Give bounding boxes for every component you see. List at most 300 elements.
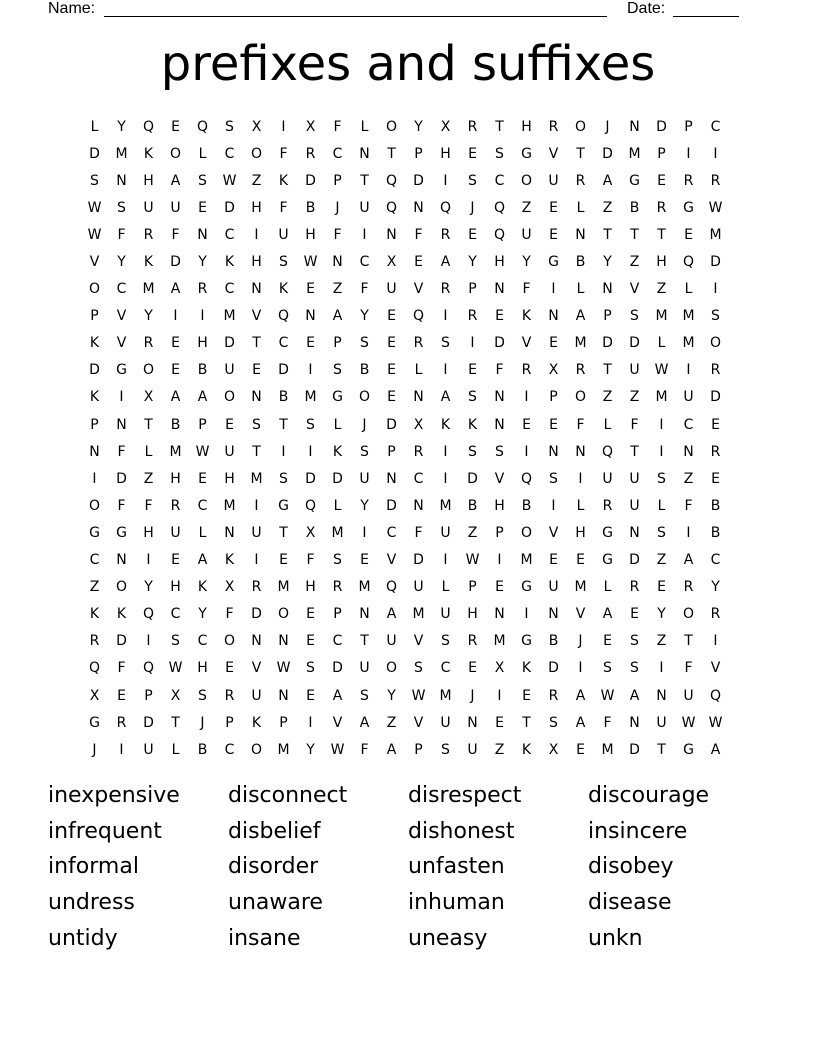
date-blank-line[interactable] — [673, 16, 739, 17]
grid-letter: T — [657, 226, 666, 243]
grid-letter: S — [360, 687, 369, 704]
grid-letter: F — [117, 226, 126, 243]
grid-letter: E — [495, 714, 504, 731]
grid-letter: X — [386, 254, 397, 271]
grid-letter: V — [548, 145, 559, 162]
grid-letter: U — [143, 199, 154, 216]
grid-letter: A — [575, 687, 586, 704]
grid-row — [81, 167, 729, 194]
grid-letter: D — [494, 335, 505, 352]
grid-letter: B — [278, 389, 289, 406]
grid-letter: M — [655, 308, 668, 325]
grid-letter: L — [657, 497, 666, 514]
grid-letter: Q — [439, 199, 452, 216]
grid-letter: I — [362, 524, 367, 541]
grid-letter: W — [168, 660, 183, 677]
grid-letter: C — [197, 497, 208, 514]
grid-letter: D — [224, 335, 235, 352]
grid-letter: S — [630, 308, 639, 325]
grid-letter: U — [548, 172, 559, 189]
grid-letter: W — [276, 660, 291, 677]
grid-letter: N — [548, 443, 559, 460]
grid-letter: I — [551, 497, 556, 514]
grid-letter: G — [521, 633, 532, 650]
grid-letter: R — [710, 362, 721, 379]
date-label: Date: — [627, 0, 666, 17]
grid-letter: N — [386, 470, 397, 487]
grid-letter: E — [171, 118, 180, 135]
grid-letter: W — [708, 714, 723, 731]
word-list-item: unfasten — [408, 854, 505, 880]
grid-letter: A — [629, 687, 640, 704]
word-list-item: unaware — [228, 890, 323, 916]
grid-letter: U — [413, 579, 424, 596]
grid-letter: N — [683, 443, 694, 460]
grid-letter: O — [385, 118, 398, 135]
grid-letter: G — [332, 389, 343, 406]
grid-letter: F — [279, 145, 288, 162]
grid-letter: I — [443, 470, 448, 487]
word-list-item: disease — [588, 890, 672, 916]
grid-letter: D — [413, 552, 424, 569]
grid-row — [81, 113, 729, 140]
grid-letter: E — [711, 416, 720, 433]
grid-letter: Y — [360, 497, 369, 514]
grid-letter: Y — [360, 308, 369, 325]
grid-letter: U — [224, 362, 235, 379]
grid-letter: M — [628, 145, 641, 162]
grid-letter: E — [711, 470, 720, 487]
grid-letter: E — [549, 335, 558, 352]
grid-letter: J — [470, 687, 475, 704]
grid-letter: F — [117, 660, 126, 677]
grid-letter: G — [683, 199, 694, 216]
grid-letter: M — [709, 226, 722, 243]
grid-letter: X — [251, 118, 262, 135]
grid-letter: P — [90, 308, 99, 325]
grid-letter: T — [630, 443, 639, 460]
grid-letter: M — [574, 579, 587, 596]
grid-letter: V — [251, 308, 262, 325]
grid-letter: V — [116, 308, 127, 325]
grid-letter: H — [251, 254, 262, 271]
grid-row — [81, 330, 729, 357]
grid-letter: U — [629, 470, 640, 487]
grid-letter: L — [657, 335, 666, 352]
grid-letter: B — [197, 362, 208, 379]
grid-letter: H — [494, 254, 505, 271]
grid-letter: Q — [142, 606, 155, 623]
grid-letter: A — [602, 606, 613, 623]
grid-letter: N — [575, 443, 586, 460]
grid-letter: W — [87, 199, 102, 216]
grid-letter: R — [413, 335, 424, 352]
word-search-grid — [81, 113, 729, 763]
grid-letter: S — [657, 524, 666, 541]
grid-letter: E — [387, 308, 396, 325]
word-list-item: discourage — [588, 783, 710, 808]
grid-letter: N — [575, 226, 586, 243]
grid-letter: A — [575, 308, 586, 325]
grid-letter: Q — [196, 118, 209, 135]
grid-letter: O — [250, 741, 263, 758]
grid-letter: L — [144, 443, 153, 460]
grid-letter: C — [359, 254, 370, 271]
grid-letter: Z — [467, 524, 478, 541]
grid-letter: K — [224, 552, 235, 569]
grid-letter: F — [333, 118, 342, 135]
grid-letter: F — [495, 362, 504, 379]
grid-letter: E — [630, 606, 639, 623]
grid-letter: G — [602, 552, 613, 569]
grid-letter: P — [657, 145, 666, 162]
grid-letter: H — [251, 199, 262, 216]
grid-letter: E — [657, 172, 666, 189]
grid-letter: M — [277, 579, 290, 596]
grid-letter: M — [439, 687, 452, 704]
grid-letter: W — [303, 254, 318, 271]
grid-letter: G — [521, 145, 532, 162]
grid-letter: I — [497, 687, 502, 704]
grid-letter: D — [710, 389, 721, 406]
grid-letter: M — [331, 524, 344, 541]
grid-letter: I — [308, 362, 313, 379]
grid-letter: N — [116, 552, 127, 569]
grid-letter: Q — [142, 118, 155, 135]
grid-letter: E — [684, 226, 693, 243]
grid-letter: S — [630, 633, 639, 650]
grid-letter: U — [521, 226, 532, 243]
grid-letter: I — [497, 552, 502, 569]
grid-letter: D — [332, 660, 343, 677]
grid-letter: N — [494, 606, 505, 623]
grid-letter: H — [305, 226, 316, 243]
grid-letter: M — [574, 335, 587, 352]
grid-letter: Z — [629, 389, 640, 406]
grid-letter: E — [279, 552, 288, 569]
grid-row — [81, 492, 729, 519]
grid-letter: F — [117, 497, 126, 514]
grid-letter: H — [575, 524, 586, 541]
grid-letter: E — [306, 606, 315, 623]
grid-letter: E — [468, 145, 477, 162]
grid-row — [81, 574, 729, 601]
grid-letter: Z — [656, 281, 667, 298]
grid-letter: S — [549, 470, 558, 487]
grid-letter: I — [713, 633, 718, 650]
grid-letter: S — [360, 443, 369, 460]
grid-letter: B — [467, 497, 478, 514]
grid-letter: F — [603, 714, 612, 731]
grid-letter: Q — [385, 199, 398, 216]
grid-letter: G — [629, 172, 640, 189]
grid-letter: M — [169, 443, 182, 460]
word-list-item: untidy — [48, 925, 118, 951]
grid-letter: S — [468, 172, 477, 189]
grid-letter: O — [223, 633, 236, 650]
grid-letter: P — [684, 118, 693, 135]
grid-letter: R — [710, 443, 721, 460]
grid-row — [81, 276, 729, 303]
grid-row — [81, 547, 729, 574]
grid-letter: O — [574, 389, 587, 406]
grid-letter: D — [413, 172, 424, 189]
grid-letter: N — [629, 118, 640, 135]
grid-letter: V — [413, 281, 424, 298]
grid-letter: U — [440, 714, 451, 731]
grid-letter: O — [277, 606, 290, 623]
grid-letter: Y — [711, 579, 720, 596]
grid-row — [81, 601, 729, 628]
grid-letter: C — [710, 552, 721, 569]
grid-letter: R — [251, 579, 262, 596]
grid-letter: Y — [603, 254, 612, 271]
grid-letter: C — [332, 633, 343, 650]
grid-letter: X — [89, 687, 100, 704]
grid-letter: L — [333, 416, 342, 433]
grid-letter: O — [385, 660, 398, 677]
grid-letter: A — [440, 389, 451, 406]
grid-letter: B — [710, 497, 721, 514]
grid-letter: W — [708, 199, 723, 216]
grid-letter: B — [359, 362, 370, 379]
word-list-item: insane — [228, 925, 301, 951]
grid-letter: I — [254, 497, 259, 514]
grid-letter: V — [548, 524, 559, 541]
grid-letter: I — [686, 362, 691, 379]
grid-letter: I — [308, 443, 313, 460]
grid-letter: L — [603, 416, 612, 433]
grid-letter: G — [548, 254, 559, 271]
grid-letter: C — [386, 524, 397, 541]
grid-letter: F — [171, 226, 180, 243]
grid-letter: U — [359, 470, 370, 487]
grid-letter: T — [657, 741, 666, 758]
grid-letter: N — [494, 389, 505, 406]
grid-letter: E — [198, 199, 207, 216]
grid-letter: Q — [520, 470, 533, 487]
grid-letter: S — [414, 660, 423, 677]
grid-letter: R — [143, 335, 154, 352]
grid-letter: Y — [387, 687, 396, 704]
header — [48, 0, 748, 22]
grid-letter: D — [548, 660, 559, 677]
grid-letter: T — [279, 416, 288, 433]
grid-letter: D — [602, 335, 613, 352]
grid-letter: D — [467, 470, 478, 487]
grid-letter: A — [332, 687, 343, 704]
grid-letter: L — [333, 497, 342, 514]
word-list-item: undress — [48, 890, 135, 916]
grid-letter: E — [360, 552, 369, 569]
grid-letter: X — [305, 118, 316, 135]
grid-letter: W — [87, 226, 102, 243]
grid-letter: R — [710, 606, 721, 623]
grid-letter: G — [683, 741, 694, 758]
grid-letter: P — [549, 389, 558, 406]
grid-letter: N — [629, 524, 640, 541]
grid-letter: I — [713, 281, 718, 298]
grid-letter: I — [200, 308, 205, 325]
grid-row — [81, 357, 729, 384]
grid-letter: P — [333, 606, 342, 623]
grid-letter: I — [659, 443, 664, 460]
grid-letter: Q — [493, 199, 506, 216]
grid-letter: N — [467, 714, 478, 731]
grid-letter: I — [281, 443, 286, 460]
grid-letter: F — [414, 524, 423, 541]
grid-letter: U — [278, 226, 289, 243]
grid-letter: I — [659, 416, 664, 433]
grid-letter: U — [170, 199, 181, 216]
grid-letter: Q — [277, 308, 290, 325]
grid-letter: R — [197, 281, 208, 298]
grid-letter: H — [170, 579, 181, 596]
grid-letter: E — [225, 660, 234, 677]
grid-letter: I — [281, 118, 286, 135]
grid-letter: S — [603, 660, 612, 677]
grid-letter: D — [278, 362, 289, 379]
grid-letter: S — [279, 254, 288, 271]
grid-row — [81, 384, 729, 411]
grid-letter: P — [333, 172, 342, 189]
grid-letter: T — [522, 714, 531, 731]
grid-letter: Q — [412, 308, 425, 325]
grid-letter: R — [521, 362, 532, 379]
grid-letter: A — [602, 172, 613, 189]
grid-letter: V — [116, 335, 127, 352]
grid-letter: D — [143, 714, 154, 731]
grid-letter: P — [414, 741, 423, 758]
grid-letter: U — [251, 687, 262, 704]
grid-letter: B — [629, 199, 640, 216]
grid-letter: N — [332, 254, 343, 271]
grid-letter: A — [710, 741, 721, 758]
grid-letter: X — [224, 579, 235, 596]
grid-letter: U — [548, 579, 559, 596]
grid-letter: O — [88, 497, 101, 514]
grid-letter: M — [277, 741, 290, 758]
word-list-item: disrespect — [408, 783, 522, 808]
grid-letter: F — [576, 416, 585, 433]
grid-letter: G — [89, 714, 100, 731]
grid-letter: X — [548, 741, 559, 758]
grid-letter: G — [116, 362, 127, 379]
grid-letter: U — [602, 470, 613, 487]
grid-letter: E — [468, 362, 477, 379]
grid-letter: C — [413, 470, 424, 487]
grid-letter: R — [548, 687, 559, 704]
grid-letter: S — [468, 443, 477, 460]
grid-letter: X — [305, 524, 316, 541]
grid-letter: Q — [304, 497, 317, 514]
grid-letter: C — [278, 335, 289, 352]
grid-letter: H — [170, 470, 181, 487]
grid-letter: I — [524, 389, 529, 406]
grid-letter: W — [411, 687, 426, 704]
grid-letter: S — [495, 443, 504, 460]
grid-letter: O — [520, 172, 533, 189]
grid-letter: L — [684, 281, 693, 298]
grid-letter: F — [414, 226, 423, 243]
grid-letter: U — [170, 524, 181, 541]
grid-letter: S — [441, 741, 450, 758]
grid-letter: B — [305, 199, 316, 216]
grid-letter: W — [600, 687, 615, 704]
grid-letter: S — [657, 470, 666, 487]
grid-letter: N — [386, 226, 397, 243]
grid-letter: Q — [601, 443, 614, 460]
grid-letter: E — [495, 308, 504, 325]
grid-letter: L — [198, 524, 207, 541]
grid-letter: N — [413, 199, 424, 216]
grid-letter: I — [173, 308, 178, 325]
grid-letter: A — [197, 552, 208, 569]
grid-letter: N — [602, 281, 613, 298]
grid-letter: T — [360, 633, 369, 650]
grid-letter: F — [630, 416, 639, 433]
grid-letter: P — [468, 579, 477, 596]
grid-letter: U — [224, 443, 235, 460]
grid-letter: Y — [117, 118, 126, 135]
grid-letter: K — [143, 145, 154, 162]
grid-letter: D — [332, 470, 343, 487]
grid-letter: Z — [656, 633, 667, 650]
grid-letter: F — [684, 660, 693, 677]
grid-letter: I — [443, 443, 448, 460]
grid-letter: W — [222, 172, 237, 189]
grid-letter: H — [656, 254, 667, 271]
word-list-item: disconnect — [228, 783, 348, 808]
grid-letter: O — [682, 606, 695, 623]
grid-letter: K — [89, 606, 100, 623]
grid-letter: P — [279, 714, 288, 731]
grid-letter: R — [413, 443, 424, 460]
grid-letter: R — [602, 497, 613, 514]
grid-letter: C — [224, 281, 235, 298]
grid-letter: X — [143, 389, 154, 406]
grid-letter: Z — [521, 199, 532, 216]
grid-letter: E — [576, 552, 585, 569]
grid-letter: O — [250, 145, 263, 162]
name-blank-line[interactable] — [104, 16, 607, 17]
grid-letter: T — [603, 362, 612, 379]
grid-letter: I — [119, 741, 124, 758]
grid-letter: Z — [494, 741, 505, 758]
grid-letter: S — [90, 172, 99, 189]
grid-letter: L — [576, 281, 585, 298]
grid-letter: P — [495, 524, 504, 541]
grid-letter: C — [494, 172, 505, 189]
grid-letter: Q — [385, 579, 398, 596]
grid-letter: S — [630, 660, 639, 677]
grid-letter: U — [440, 606, 451, 623]
grid-letter: H — [494, 497, 505, 514]
grid-letter: Z — [89, 579, 100, 596]
grid-letter: T — [252, 335, 261, 352]
grid-letter: I — [146, 552, 151, 569]
grid-letter: L — [90, 118, 99, 135]
grid-letter: N — [89, 443, 100, 460]
grid-letter: M — [493, 633, 506, 650]
grid-letter: S — [495, 145, 504, 162]
grid-letter: E — [468, 660, 477, 677]
grid-letter: V — [710, 660, 721, 677]
grid-letter: N — [251, 633, 262, 650]
grid-letter: I — [443, 552, 448, 569]
grid-letter: E — [171, 335, 180, 352]
grid-letter: N — [656, 687, 667, 704]
